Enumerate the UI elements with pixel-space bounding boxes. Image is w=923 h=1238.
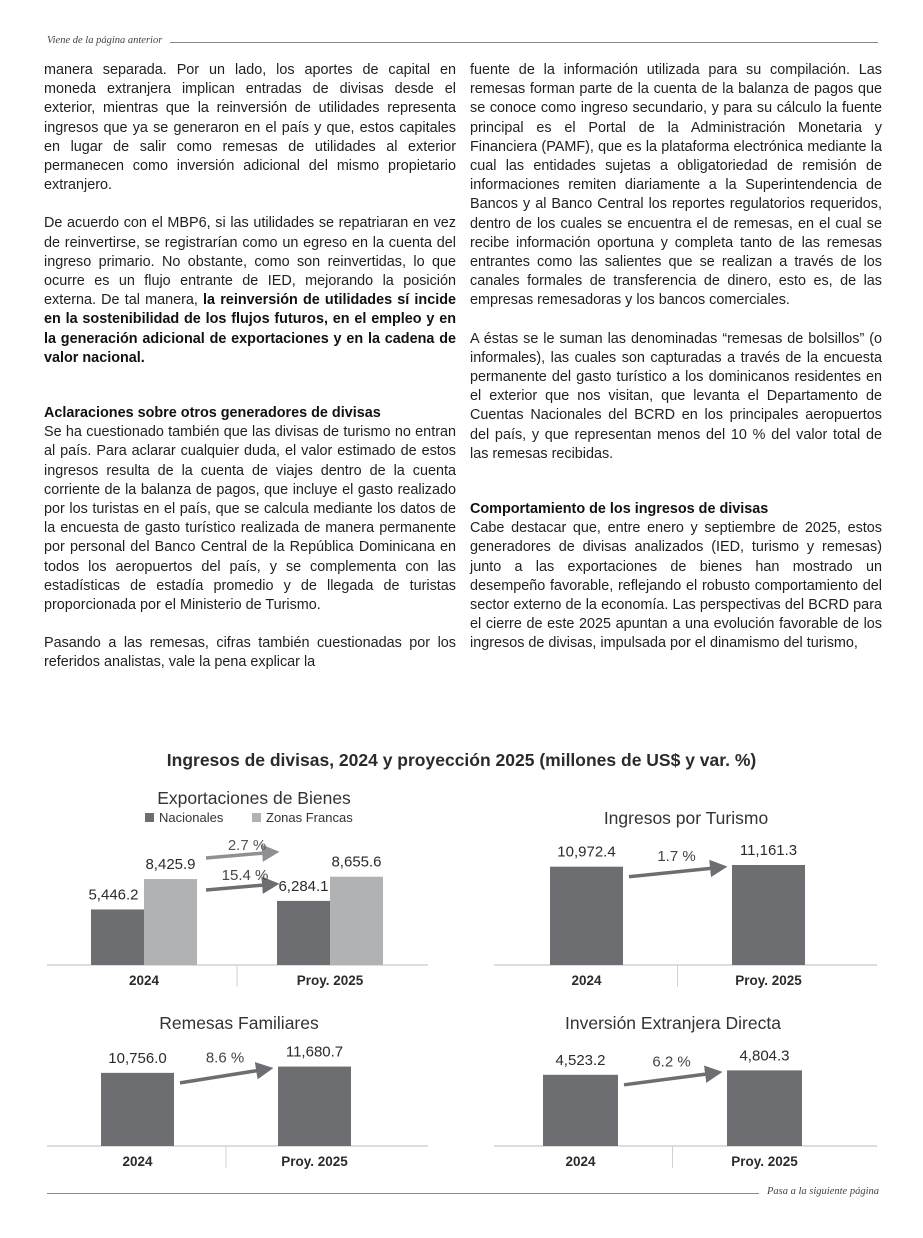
remittances-growth-arrow [180,1069,270,1083]
tourism-growth-label: 1.7 % [657,847,696,865]
right-paragraph-1: fuente de la información utilizada para su compilación. Las remesas forman parte de la cuenta de la balanza de pagos que se conoce como ingreso secundario, y para su cálculo la fuente principal es el Portal de la Administración Monetaria y Financiera (PAMF), que es la plataforma electrónica mediante la cual las entidades sujetas a obligatoriedad de remisión de informaciones remiten diariamente a la Superintendencia de Bancos y al Banco Central los reportes regulatorios requeridos, dentro de los cuales se encuentra el de remesas, en el cual se recibe información oportuna y completa tanto de las remesas entrantes como las salientes que se realizan a través de los canales formales de transferencia de dinero, esto es, de las empresas remesadoras y los bancos comerciales. [470,62,882,309]
figure-title: Ingresos de divisas, 2024 y proyección 2025 (millones de US$ y var. %) [166,750,757,770]
right-paragraph-3: Cabe destacar que, entre enero y septiembre de 2025, estos generadores de divisas analizados (IED, turismo y remesas) junto a las exportaciones de bienes han mostrado un desempeño favorable, reflejando el robusto comportamiento del sector externo de la economía. Las perspectivas del BCRD para el cierre de este 2025 apuntan a una evolución favorable de los ingresos de divisas, impulsada por el dinamismo del turismo, [470,520,882,652]
exports-growth-label-nacionales: 15.4 % [221,867,269,884]
exports-category-0: 2024 [128,973,160,988]
exports-value-label-1-1: 8,655.6 [331,853,382,871]
remittances-growth-label: 8.6 % [205,1049,245,1067]
exports-value-label-1-0: 8,425.9 [145,856,196,874]
running-footer: Pasa a la siguiente página [767,1186,879,1197]
exports-bar-zonas-francas-1 [330,877,383,965]
fdi-bar-1 [727,1070,802,1146]
remittances-bar-1 [278,1067,351,1146]
exports-growth-arrow-nacionales [206,884,276,890]
tourism-title: Ingresos por Turismo [603,808,769,828]
right-section-heading: Comportamiento de los ingresos de divisas [470,501,769,518]
fdi-value-label-1: 4,804.3 [739,1047,790,1065]
fdi-value-label-0: 4,523.2 [555,1051,606,1069]
exports-legend-label-1: Zonas Francas [266,810,353,825]
remittances-value-label-1: 11,680.7 [285,1043,344,1061]
left-paragraph-2-bold: la reinversión de utilidades sí incide en la sostenibilidad de los flujos futuros, en el empleo y en la generación adicional de exportaciones y en la cadena de valor nacional. [44,292,456,366]
exports-value-label-0-1: 6,284.1 [278,877,329,895]
left-paragraph-2-text: De acuerdo con el MBP6, si las utilidades se repatriaran en vez de reinvertirse, se registrarían como un egreso en la cuenta del ingreso primario. No obstante, como son reinvertidas, lo que ocurre es un flujo entrante de IED, mejorando la posición externa. De tal manera, [44,215,456,309]
fdi-growth-arrow [624,1072,719,1084]
fdi-growth-label: 6.2 % [652,1053,691,1071]
remittances-bar-0 [101,1073,174,1146]
right-paragraph-2: A éstas se le suman las denominadas “remesas de bolsillos” (o informales), las cuales son capturadas a través de la encuesta permanente del gasto turístico a los dominicanos residentes en el exterior que nos visitan, que levanta el Departamento de Cuentas Nacionales del BCRD en los principales aeropuertos del país, y que representan menos del 10 % del valor total de las remesas recibidas. [470,330,882,462]
exports-legend-label-0: Nacionales [159,810,224,825]
tourism-value-label-1: 11,161.3 [739,841,798,859]
exports-title: Exportaciones de Bienes [157,788,351,808]
remittances-category-0: 2024 [122,1154,153,1169]
footer-rule [47,1193,759,1194]
exports-category-1: Proy. 2025 [296,973,364,988]
left-paragraph-4: Pasando a las remesas, cifras también cuestionadas por los referidos analistas, vale la pena explicar la [44,635,456,671]
exports-legend-swatch-1 [252,813,261,822]
exports-legend-swatch-0 [145,813,154,822]
exports-value-label-0-0: 5,446.2 [88,886,139,904]
left-paragraph-1: manera separada. Por un lado, los aportes de capital en moneda extranjera implican entradas de divisas desde el exterior, mientras que la reinversión de utilidades representa ingresos que ya se generaron en el país y que, estos capitales en lugar de salir como remesas de utilidades al exterior permanecen como inversión adicional del mismo propietario extranjero. [44,62,456,194]
exports-bar-nacionales-1 [277,901,330,965]
running-header: Viene de la página anterior [47,35,163,46]
tourism-value-label-0: 10,972.4 [557,843,616,861]
tourism-category-0: 2024 [571,973,602,988]
exports-bar-nacionales-0 [91,909,144,965]
tourism-category-1: Proy. 2025 [735,973,802,988]
tourism-growth-arrow [629,867,724,877]
remittances-title: Remesas Familiares [159,1013,319,1033]
tourism-bar-0 [550,867,623,965]
tourism-bar-1 [732,865,805,965]
left-section-heading: Aclaraciones sobre otros generadores de divisas [44,405,381,422]
exports-growth-label-zonas-francas: 2.7 % [227,837,267,854]
fdi-bar-0 [543,1075,618,1146]
left-paragraph-3: Se ha cuestionado también que las divisas de turismo no entran al país. Para aclarar cualquier duda, el valor estimado de estos ingresos resulta de la cuenta de viajes dentro de la cuenta corriente de la balanza de pagos, que incluye el gasto realizado por los turistas en el país, que se calcula mediante los datos de la encuesta de gasto turístico realizada de manera permanente por personal del Banco Central de la República Dominicana en todos los aeropuertos del país, y se complementa con las estadísticas de estadía promedio y de llegada de turistas proporcionada por el Ministerio de Turismo. [44,424,456,614]
exports-bar-zonas-francas-0 [144,879,197,965]
fdi-title: Inversión Extranjera Directa [565,1013,781,1033]
fdi-category-1: Proy. 2025 [731,1154,798,1169]
remittances-value-label-0: 10,756.0 [108,1049,167,1067]
fdi-category-0: 2024 [565,1154,596,1169]
remittances-category-1: Proy. 2025 [281,1154,348,1169]
